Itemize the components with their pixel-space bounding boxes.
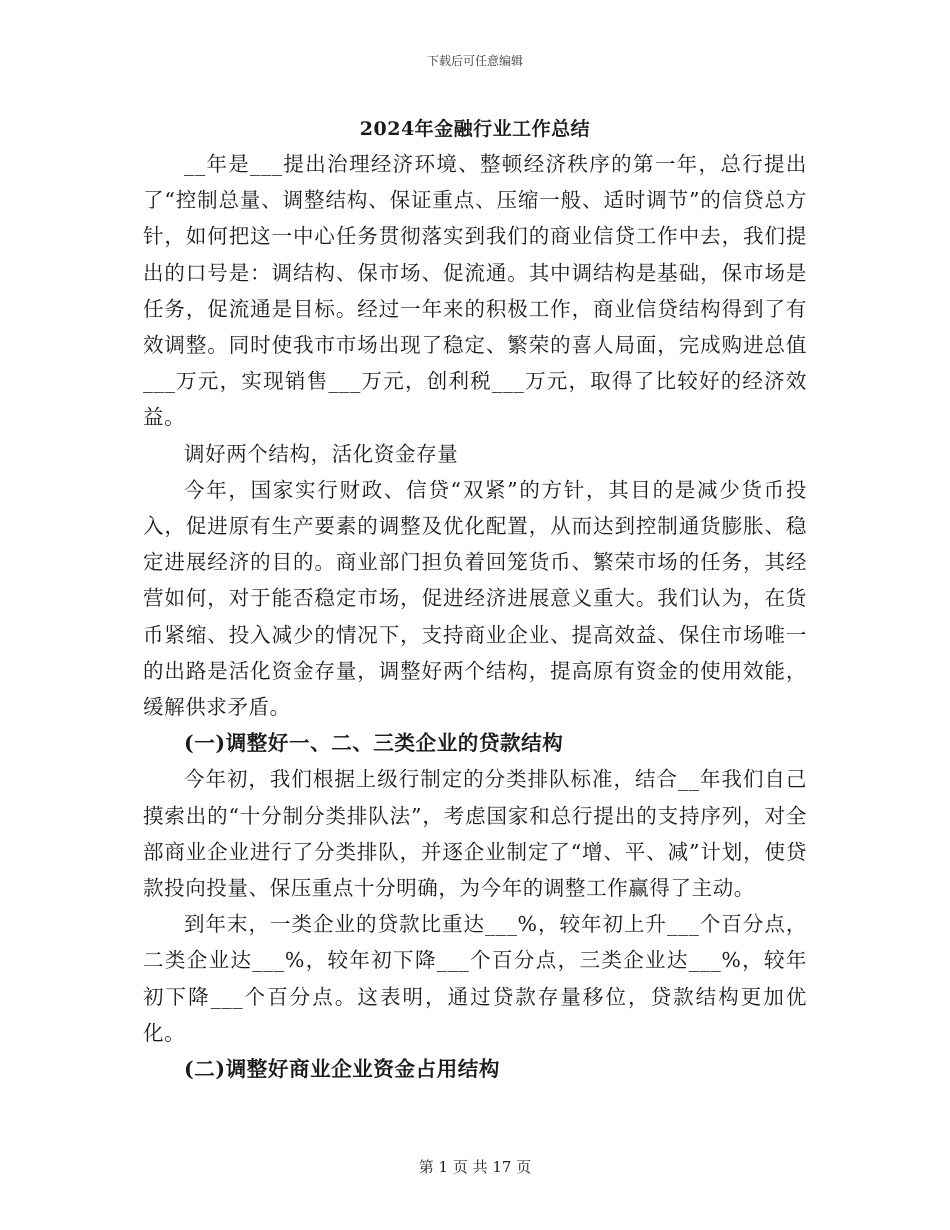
document-title: 2024年金融行业工作总结 (359, 118, 591, 140)
paragraph-intro: __年是___提出治理经济环境、整顿经济秩序的第一年，总行提出了“控制总量、调整结构、保证重点、压缩一般、适时调节”的信贷总方针，如何把这一中心任务贯彻落实到我们的商业信贷工作中去，我们提出的口号是：调结构、保市场、促流通。其中调结构是基础，保市场是任务，促流通是目标。经过一年来的积极工作，商业信贷结构得到了有效调整。同时使我市市场出现了稳定、繁荣的喜人局面，完成购进总值___万元，实现销售___万元，创利税___万元，取得了比较好的经济效益。 (143, 152, 807, 430)
header-note: 下载后可任意编辑 (426, 54, 523, 68)
document-body (143, 146, 807, 1087)
subheading-loan-structure: (一)调整好一、二、三类企业的贷款结构 (184, 731, 564, 756)
paragraph-year-end-results: 到年末，一类企业的贷款比重达___%，较年初上升___个百分点，二类企业达___%，较年初下降___个百分点，三类企业达___%，较年初下降___个百分点。这表明，通过贷款存量移位，贷款结构更加优化。 (143, 912, 807, 1045)
page-number: 第 1 页 共 17 页 (418, 1158, 532, 1176)
section-heading-two-structures: 调好两个结构，活化资金存量 (184, 441, 459, 466)
paragraph-double-tight-policy: 今年，国家实行财政、信贷“双紧”的方针，其目的是减少货币投入，促进原有生产要素的调整及优化配置，从而达到控制通货膨胀、稳定进展经济的目的。商业部门担负着回笼货币、繁荣市场的任务，其经营如何，对于能否稳定市场，促进经济进展意义重大。我们认为，在货币紧缩、投入减少的情况下，支持商业企业、提高效益、保住市场唯一的出路是活化资金存量，调整好两个结构，提高原有资金的使用效能，缓解供求矛盾。 (143, 477, 807, 720)
paragraph-classification: 今年初，我们根据上级行制定的分类排队标准，结合__年我们自己摸索出的“十分制分类排队法”，考虑国家和总行提出的支持序列，对全部商业企业进行了分类排队，并逐企业制定了“增、平、减”计划，使贷款投向投量、保压重点十分明确，为今年的调整工作赢得了主动。 (143, 767, 807, 901)
subheading-fund-structure: (二)调整好商业企业资金占用结构 (184, 1057, 500, 1082)
